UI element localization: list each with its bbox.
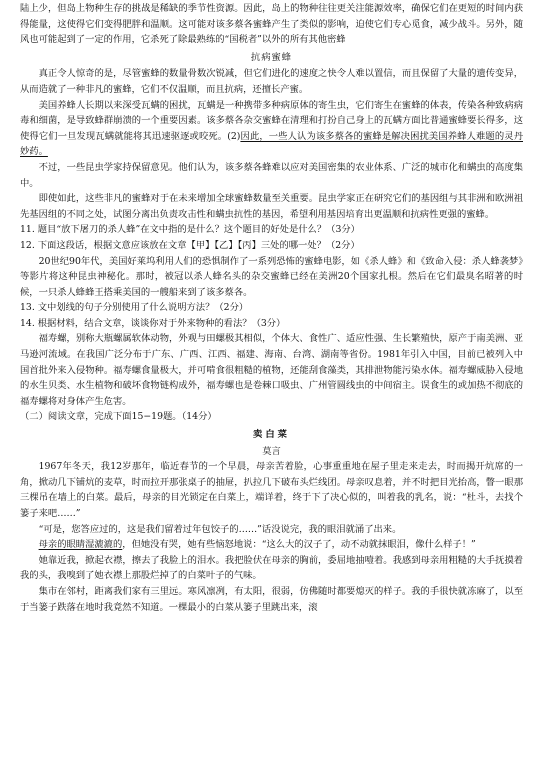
question-13: 13. 文中划线的句子分别使用了什么说明方法？（2分） (20, 302, 249, 314)
material-paragraph: 福寿螺，别称大瓶螺属软体动物，外观与田螺极其相似，个体大、食性广、适应性强、生长繁殖快，原产于南美洲、亚马逊河流域。在我国广泛分布于广东、广西、江西、福建、海南、台湾、湖南等省份。1981年引入中国，目前已被列入中国首批外来入侵物种。福寿螺食量极大，并可啃食很粗糙的植物，还能刮食藻类，其排泄物能污染水体。福寿螺威胁入侵地的水生贝类、水生植物和破坏食物链构成外，福寿螺也是卷棘口吸虫、广州管圆线虫的中间宿主。误食生的或加热不彻底的福寿螺将对身体产生危害。 (20, 333, 523, 407)
story-paragraph-5: 集市在邻村，距离我们家有三里远。寒风凛冽，有太阳，很弱，仿佛随时都要熄灭的样子。我的手很快就冻麻了，以至于当篓子跌落在地时我竟然不知道。一棵最小的白菜从篓子里跳出来，滚 (20, 585, 523, 613)
underlined-phrase: 母亲的眼睛湿漉漉的 (38, 539, 123, 551)
paragraph-2 (20, 98, 523, 160)
paragraph-top: 陆上少，但岛上物种生存的挑战是稀缺的季节性资源。因此，岛上的物种往往更关注能源效率，确保它们在更短的时间内获得能量，这使得它们变得肥胖和温顺。这可能对该多蔡各蜜蜂产生了类似的影响，迫使它们专心觅食，减少战斗。另外，随风也可能起到了一定的作用，它杀死了除最熟练的“国税者”以外的所有其他密蜂 (20, 3, 523, 46)
underlined-sentence: 因此，一些人认为该多蔡各的蜜蜂是解决困扰美国养蜂人难题的灵丹妙药。 (20, 130, 523, 158)
story-paragraph-3 (20, 537, 523, 553)
paragraph-2-text: 美国养蜂人长期以来深受瓦螨的困扰，瓦螨是一种携带多种病原体的寄生虫，它们寄生在蜜蜂的体表，传染各种致病病毒和细菌，是导致蜂群崩溃的一个重要因素。该多蔡各杂交蜜蜂在清理和打扮自己身上的瓦螨方面比普通蜜蜂要长得多，这使得它们一旦发现瓦螨就能将其迅速驱逐或咬死。(2) (20, 99, 523, 142)
story-paragraph-1: 1967年冬天，我12岁那年，临近春节的一个早晨，母亲苦着脸，心事重重地在屋子里走来走去，时而揭开炕席的一角，掀动几下铺炕的麦草，时而拉开那张桌子的抽屉，扒拉几下破布头烂线团。母亲叹息着，并不时把目光抬高，瞥一眼那三棵吊在墙上的白菜。最后，母亲的目光锁定在白菜上，端详着，终于下了决心似的，叫着我的乳名，说：“杜斗，去找个篓子来吧……” (20, 461, 523, 519)
story-paragraph-4: 她靠近我，掀起衣襟，擦去了我脸上的泪水。我把脸伏在母亲的胸前，委屈地抽噎着。我感到母亲用粗糙的大手抚摸着我的头，我嗅到了她衣襟上那股烂掉了的白菜叶子的气味。 (20, 554, 523, 582)
question-11: 11. 题目“放下屠刀的杀人蜂”在文中指的是什么？这个题目的好处是什么？（3分） (20, 224, 360, 236)
question-14: 14. 根据材料，结合文章，谈谈你对于外来物种的看法？（3分） (20, 317, 286, 329)
story-paragraph-2: “可是，您答应过的，这是我们留着过年包饺子的……”话没说完，我的眼泪就涌了出来。 (38, 523, 402, 535)
story-title: 卖白菜 (253, 429, 290, 441)
question-12-quote: 20世纪90年代，美国好莱坞利用人们的恐惧制作了一系列恐怖的蜜蜂电影，如《杀人蜂》和《致命入侵：杀人蜂袭梦》等影片将这种昆虫神秘化。那时，被冠以杀人蜂名头的杂交蜜蜂已经在美洲20个国家扎根。然后在它们最臭名昭著的时候，一只杀人蜂蜂王搭乘美国的一艘船来到了该多蔡各。 (20, 255, 523, 298)
section-heading: 抗病蜜蜂 (250, 51, 293, 63)
paragraph-4: 即使如此，这些非凡的蜜蜂对于在未来增加全球蜜蜂数量至关重要。昆虫学家正在研究它们的基因组与其非洲和欧洲祖先基因组的不同之处，试图分离出负责攻击性和螨虫抗性的基因，希望利用基因培育出更温顺和抗病性更强的蜜蜂。 (20, 193, 523, 220)
question-12: 12. 下面这段话，根据文意应该放在文章【甲】【乙】【丙】三处的哪一处？（2分） (20, 239, 360, 251)
story-author: 莫言 (262, 445, 281, 457)
paragraph-3: 不过，一些昆虫学家持保留意见。他们认为，该多蔡各蜂难以应对美国密集的农业体系、广泛的城市化和螨虫的高度集中。 (20, 161, 523, 189)
paragraph-1: 真正令人惊奇的是，尽管蜜蜂的数量骨数次锐减，但它们进化的速度之快令人难以置信，而且保留了大量的遗传变异，从而造就了一种非凡的蜜蜂，它们不仅温顺，而且抗病，还擅长产蜜。 (20, 68, 523, 95)
story-paragraph-3-text: ，但她没有哭，她有些恼怒地说：“这么大的汉子了，动不动就抹眼泪，像什么样子！” (122, 539, 476, 551)
section-2-heading: （二）阅读文章，完成下面15−19题。（14分） (20, 411, 217, 423)
